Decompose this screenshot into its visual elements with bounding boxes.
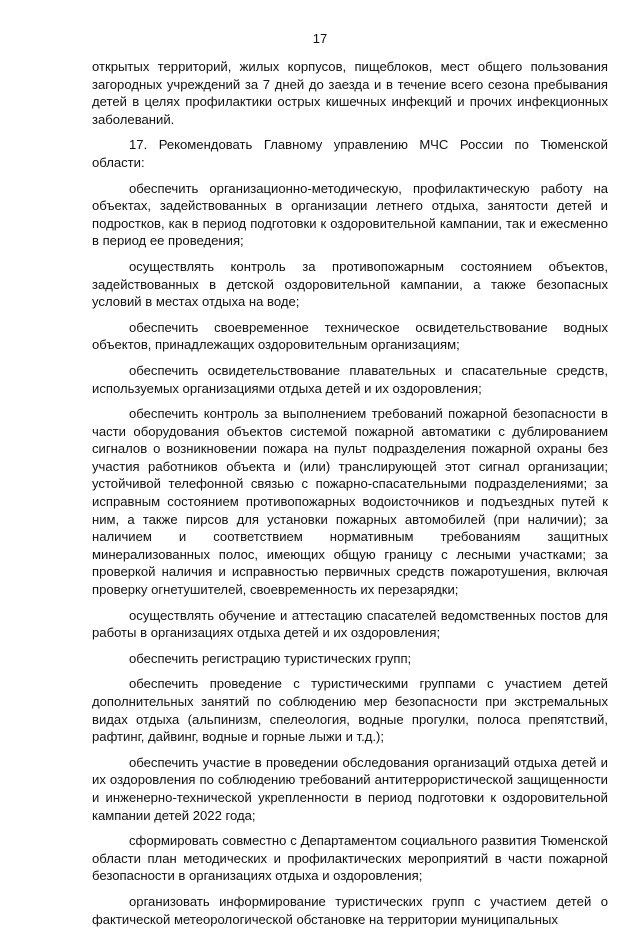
paragraph: обеспечить регистрацию туристических групп;: [129, 650, 412, 666]
paragraph: обеспечить своевременное техническое освидетельствование водных объектов, принадлежащих оздоровительным организациям;: [92, 319, 608, 353]
paragraph: обеспечить участие в проведении обследования организаций отдыха детей и их оздоровления по соблюдению требований антитеррористической защищенности и инженерно-технической укрепленности в период подготовки к оздоровительной кампании детей 2022 года;: [92, 754, 608, 823]
paragraph: обеспечить проведение с туристическими группами с участием детей дополнительных занятий по соблюдению мер безопасности при экстремальных видах отдыха (альпинизм, спелеология, водные прогулки, полоса препятствий, рафтинг, дайвинг, водные и горные лыжи и т.д.);: [92, 676, 608, 745]
paragraph: обеспечить освидетельствование плавательных и спасательные средств, используемых организациями отдыха детей и их оздоровления;: [92, 362, 608, 396]
paragraph: сформировать совместно с Департаментом социального развития Тюменской области план методических и профилактических мероприятий в части пожарной безопасности в организациях отдыха и оздоровления;: [92, 833, 608, 884]
paragraph: организовать информирование туристических групп с участием детей о фактической метеорологической обстановке на территории муниципальных: [92, 893, 608, 927]
page-number: 17: [312, 31, 328, 46]
paragraph: открытых территорий, жилых корпусов, пищеблоков, мест общего пользования загородных учреждений за 7 дней до заезда и в течение всего сезона пребывания детей в целях профилактики острых кишечных инфекций и прочих инфекционных заболеваний.: [92, 59, 608, 127]
paragraph: 17. Рекомендовать Главному управлению МЧС России по Тюменской области:: [92, 137, 608, 170]
document-body: [92, 58, 608, 936]
paragraph: осуществлять контроль за противопожарным состоянием объектов, задействованных в детской оздоровительной кампании, а также безопасных условий в местах отдыха на воде;: [92, 258, 608, 310]
paragraph: обеспечить организационно-методическую, профилактическую работу на объектах, задействованных в организации летнего отдыха, занятости детей и подростков, как в период подготовки к оздоровительной кампании, так и ежесменно в период ее проведения;: [92, 180, 608, 249]
paragraph: обеспечить контроль за выполнением требований пожарной безопасности в части оборудования объектов системой пожарной автоматики с дублированием сигналов о возникновении пожара на пульт подразделения пожарной охраны без участия работников объекта и (или) транслирующей этот сигнал организации; устойчивой телефонной связью с пожарно-спасательными подразделениями; за исправным состоянием противопожарных водоисточников и подъездных путей к ним, а также пирсов для установки пожарных автомобилей (при наличии); за наличием и соответствием нормативным требованиям защитных минерализованных полос, имеющих общую границу с лесными участками; за проверкой наличия и исправностью первичных средств пожаротушения, включая проверку огнетушителей, своевременность их перезарядки;: [92, 406, 608, 598]
paragraph: осуществлять обучение и аттестацию спасателей ведомственных постов для работы в организациях отдыха детей и их оздоровления;: [92, 607, 608, 641]
